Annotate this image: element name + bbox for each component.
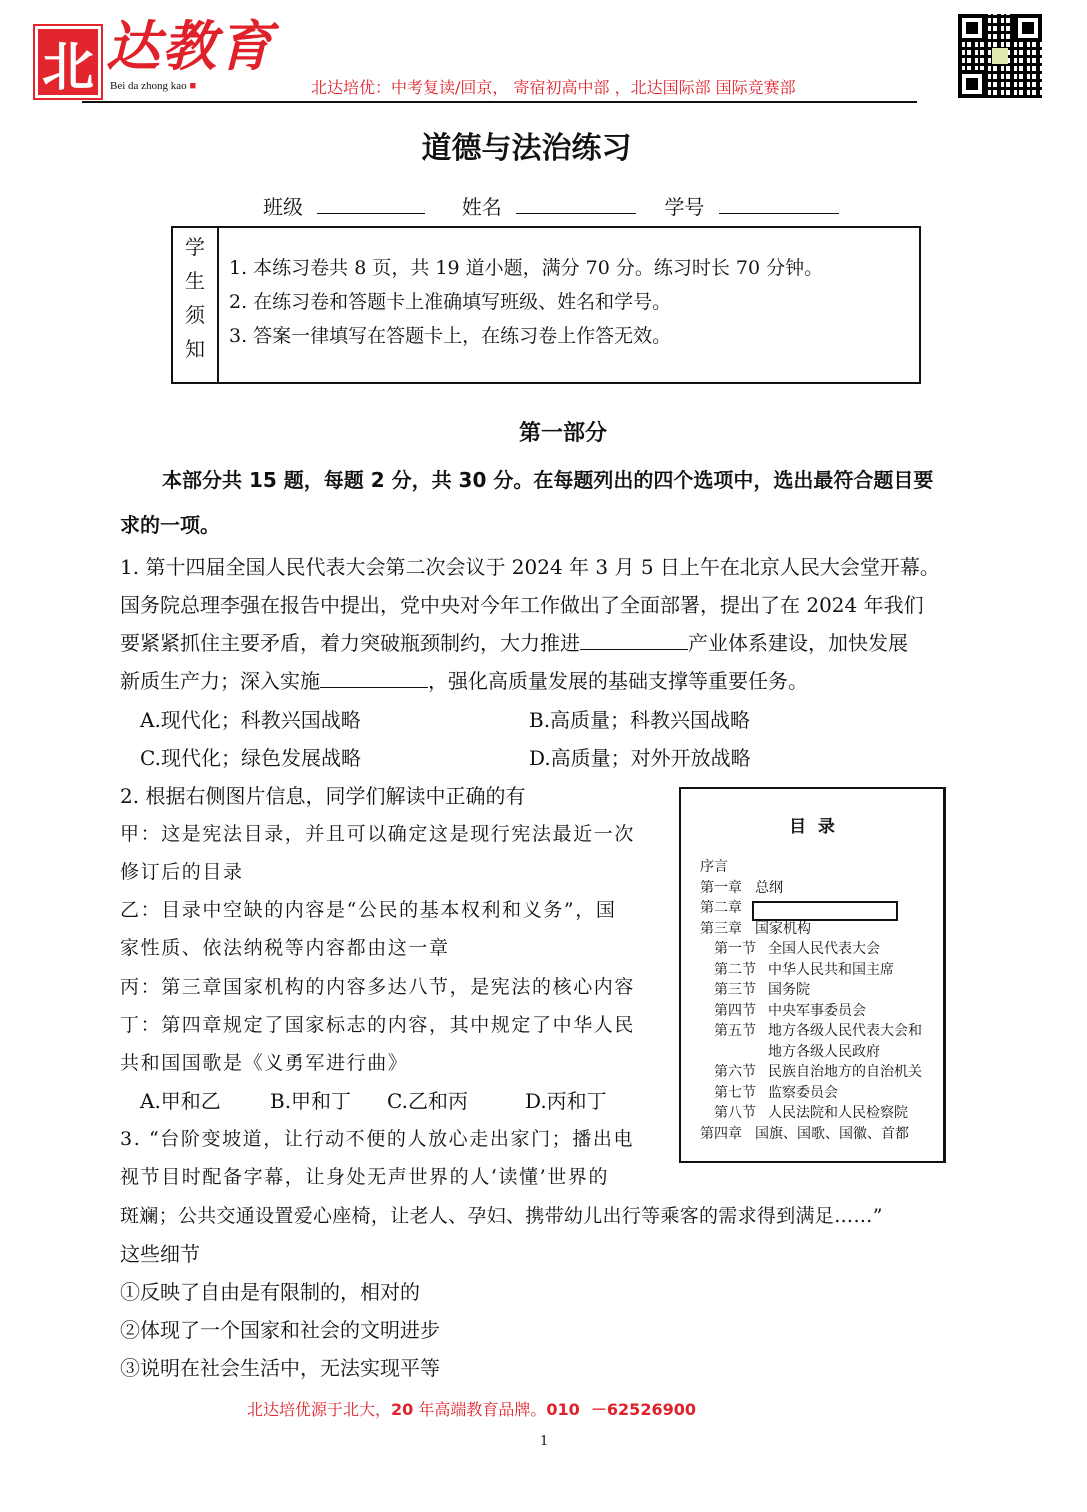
q2-option-c[interactable]: C.乙和丙 xyxy=(387,1089,468,1113)
q3-line: 视节目时配备字幕，让身处无声世界的人‘读懂’世界的 xyxy=(120,1166,610,1188)
page-number: 1 xyxy=(540,1434,549,1449)
q1-line xyxy=(120,630,908,656)
q1-text: 新质生产力；深入实施 xyxy=(120,669,320,693)
q3-option-3: ③说明在社会生活中，无法实现平等 xyxy=(120,1356,440,1380)
qr-logo xyxy=(992,48,1008,64)
toc-row-title: 总纲 xyxy=(755,880,783,896)
q1-line: 1. 第十四届全国人民代表大会第二次会议于 2024 年 3 月 5 日上午在北京人民大会堂开幕。 xyxy=(120,555,940,579)
q1-line: 国务院总理李强在报告中提出，党中央对今年工作做出了全面部署，提出了在 2024 年我们 xyxy=(120,593,924,617)
side-char: 学 xyxy=(185,235,205,259)
toc-row-label: 第七节 xyxy=(714,1085,756,1101)
qr-corner xyxy=(1014,14,1042,42)
q2-line: 修订后的目录 xyxy=(120,861,244,883)
toc-row-label: 第二节 xyxy=(714,962,756,978)
toc-row-title: 地方各级人民政府 xyxy=(768,1044,880,1060)
toc-row-label: 第一章 xyxy=(700,880,742,896)
toc-row-title: 监察委员会 xyxy=(768,1085,838,1101)
toc-title: 目 录 xyxy=(789,817,835,837)
q1-option-c[interactable]: C.现代化；绿色发展战略 xyxy=(140,746,361,770)
q1-option-a[interactable]: A.现代化；科教兴国战略 xyxy=(140,708,361,732)
toc-row-label: 第八节 xyxy=(714,1106,756,1121)
class-label: 班级 xyxy=(263,195,303,219)
toc-row-label: 第二章 xyxy=(700,901,742,916)
q1-option-d[interactable]: D.高质量；对外开放战略 xyxy=(529,746,751,770)
q3-line: 3. “台阶变坡道，让行动不便的人放心走出家门；播出电 xyxy=(120,1128,635,1150)
q2-option-b[interactable]: B.甲和丁 xyxy=(270,1089,352,1113)
side-char: 生 xyxy=(185,269,205,293)
class-field[interactable] xyxy=(317,195,425,214)
q1-option-b[interactable]: B.高质量；科教兴国战略 xyxy=(529,708,751,732)
q3-option-1: ①反映了自由是有限制的，相对的 xyxy=(120,1280,420,1304)
footer-years: 20 xyxy=(391,1400,414,1419)
q3-line: 这些细节 xyxy=(120,1242,200,1266)
toc-row-title: 国家机构 xyxy=(755,921,811,937)
toc-row-title: 地方各级人民代表大会和 xyxy=(768,1024,922,1039)
logo-sub-text: Bei da zhong kao xyxy=(110,80,187,92)
toc-row-title: 国务院 xyxy=(768,983,810,998)
q2-line: 家性质、依法纳税等内容都由这一章 xyxy=(120,937,450,959)
notice-item: 2. 在练习卷和答题卡上准确填写班级、姓名和学号。 xyxy=(229,291,672,313)
q2-line: 共和国国歌是《义勇军进行曲》 xyxy=(120,1052,409,1074)
q1-text: 产业体系建设，加快发展 xyxy=(688,631,908,655)
header-rule xyxy=(82,101,917,103)
notice-item: 1. 本练习卷共 8 页，共 19 道小题，满分 70 分。练习时长 70 分钟。 xyxy=(229,257,824,279)
toc-row-label: 第四节 xyxy=(714,1003,756,1019)
id-field[interactable] xyxy=(719,195,839,214)
qr-code xyxy=(958,14,1042,98)
section-title: 第一部分 xyxy=(518,421,607,446)
id-label: 学号 xyxy=(664,195,705,219)
logo-char: 北 xyxy=(41,36,94,98)
toc-row-title: 全国人民代表大会 xyxy=(768,942,880,957)
notice-side-label xyxy=(173,228,219,382)
toc-row-label: 序言 xyxy=(700,860,728,875)
toc-row-label: 第四章 xyxy=(700,1126,742,1142)
page-title: 道德与法治练习 xyxy=(421,131,632,166)
side-char: 知 xyxy=(185,337,205,361)
q2-line: 乙：目录中空缺的内容是“公民的基本权利和义务”，国 xyxy=(120,899,617,921)
q3-option-2: ②体现了一个国家和社会的文明进步 xyxy=(120,1318,440,1342)
footer-phone: 010 －62526900 xyxy=(546,1400,696,1419)
toc-blank-box xyxy=(752,901,898,921)
q2-option-a[interactable]: A.甲和乙 xyxy=(140,1089,221,1113)
q1-blank xyxy=(580,631,688,650)
notice-item: 3. 答案一律填写在答题卡上，在练习卷上作答无效。 xyxy=(229,325,672,347)
name-field[interactable] xyxy=(516,195,636,214)
q2-stem: 2. 根据右侧图片信息，同学们解读中正确的有 xyxy=(120,784,526,808)
name-label: 姓名 xyxy=(461,195,502,219)
toc-row-label: 第三节 xyxy=(714,983,756,998)
constitution-toc-figure xyxy=(679,787,946,1163)
footer-text: 北达培优源于北大， xyxy=(247,1400,392,1419)
qr-corner xyxy=(958,14,986,42)
header-slogan: 北达培优：中考复读/回京， 寄宿初高中部 ，北达国际部 国际竞赛部 xyxy=(311,78,796,97)
red-square-icon: ■ xyxy=(189,80,197,92)
q1-text: 要紧紧抓住主要矛盾，着力突破瓶颈制约，大力推进 xyxy=(120,631,580,655)
toc-row-title: 中央军事委员会 xyxy=(768,1003,866,1019)
logo-text: 达教育 xyxy=(106,14,274,78)
toc-row-label: 第一节 xyxy=(714,942,756,957)
toc-row-title: 国旗、国歌、国徽、首都 xyxy=(755,1126,909,1142)
side-char: 须 xyxy=(185,303,205,327)
toc-row-label: 第五节 xyxy=(714,1024,756,1039)
footer-text: 年高端教育品牌。 xyxy=(413,1400,547,1419)
section-instructions: 本部分共 15 题，每题 2 分，共 30 分。在每题列出的四个选项中，选出最符合题目要 xyxy=(162,468,934,492)
logo-mark xyxy=(33,24,103,100)
q2-line: 丙：第三章国家机构的内容多达八节，是宪法的核心内容 xyxy=(120,976,636,998)
q2-line: 丁：第四章规定了国家标志的内容，其中规定了中华人民 xyxy=(120,1014,636,1036)
toc-row-label: 第三章 xyxy=(700,921,742,937)
q2-option-d[interactable]: D.丙和丁 xyxy=(525,1089,607,1113)
q2-line: 甲：这是宪法目录，并且可以确定这是现行宪法最近一次 xyxy=(120,823,636,845)
toc-row-title: 中华人民共和国主席 xyxy=(768,962,894,978)
toc-row-title: 民族自治地方的自治机关 xyxy=(768,1065,922,1080)
q3-line: 斑斓；公共交通设置爱心座椅，让老人、孕妇、携带幼儿出行等乘客的需求得到满足……” xyxy=(120,1205,883,1227)
logo-subtitle xyxy=(110,80,196,93)
q1-blank xyxy=(320,669,428,688)
toc-row-label: 第六节 xyxy=(714,1065,756,1080)
qr-corner xyxy=(958,70,986,98)
q1-text: ，强化高质量发展的基础支撑等重要任务。 xyxy=(428,669,808,693)
q1-line xyxy=(120,668,808,694)
footer xyxy=(247,1400,696,1420)
section-instructions-cont: 求的一项。 xyxy=(120,513,220,537)
notice-box xyxy=(171,226,921,384)
toc-row-title: 人民法院和人民检察院 xyxy=(768,1106,908,1121)
info-fields xyxy=(263,194,839,220)
